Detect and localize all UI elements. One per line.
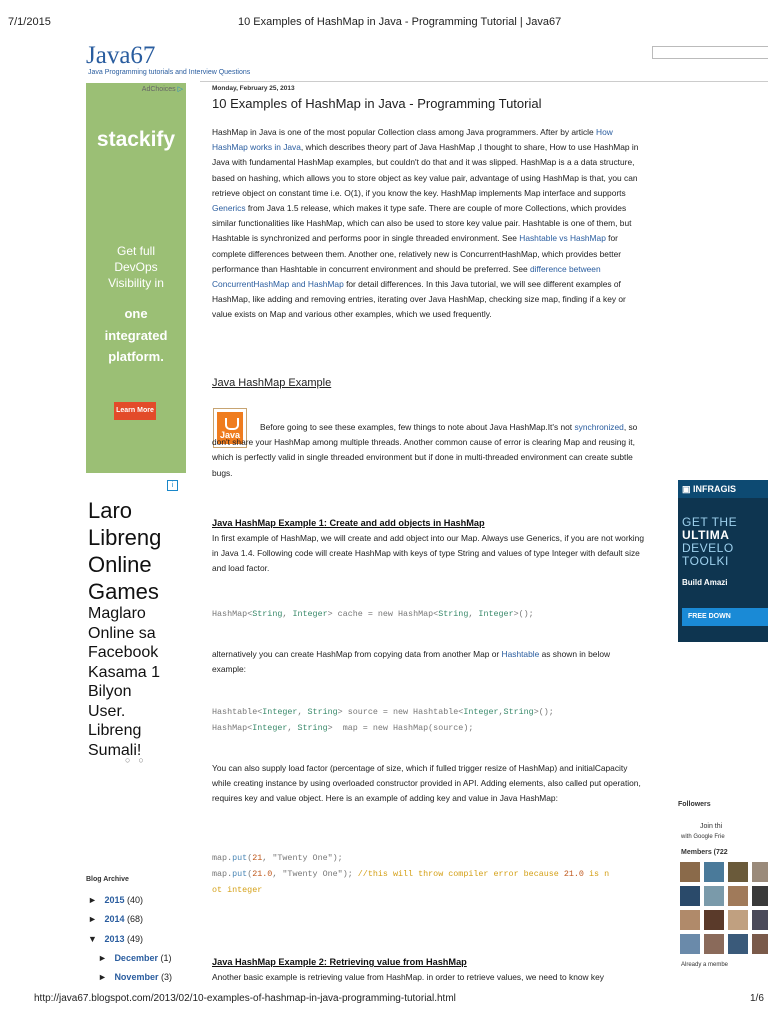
archive-year-2014[interactable]: ► 2014 (68) <box>88 914 143 924</box>
ad-logo: stackify <box>96 128 176 151</box>
avatar[interactable] <box>752 934 768 954</box>
avatar[interactable] <box>704 862 724 882</box>
ad-strong-line: integrated <box>104 328 168 343</box>
code-copy-hashmap: Hashtable<Integer, String> source = new Hashtable<Integer,String>(); HashMap<Integer, String> map = new HashMap(source); <box>212 707 554 733</box>
intro-paragraph: HashMap in Java is one of the most popular Collection class among Java programmers. After by article How HashMap works in Java, which describes theory part of Java HashMap ,I thought to share, How to use HashMap in Java with fundamental HashMap examples, but couldn't do that and it was slipped. HashMap is a a data structure, based on hashing, which allows you to store object as key value pair, advantage of using HashMap is that, you can retrieve object on constant time i.e. O(1), if you know the key. HashMap implements Map interface and supports Generics from Java 1.5 release, which makes it type safe. There are couple of more Collections, which provides similar functionalities like HashMap, which can also be used to store key value pair. Hashtable is one of them, but Hashtable is synchronized and performs poor in single threaded environment. See Hashtable vs HashMap for complete differences between them. Another one, relatively new is ConcurrentHashMap, which provides better performance than Hashtable in concurrent environment and should be preferred. See difference between ConcurrentHashMap and HashMap for detail differences. In this Java tutorial, we will see different examples of HashMap, like adding and removing entries, iterating over Java HashMap, checking size map, finding if a key or value exists on Map and various other examples, which we used frequently. <box>212 127 639 320</box>
ad-big-line: DEVELO <box>682 541 734 555</box>
print-title: 10 Examples of HashMap in Java - Programming Tutorial | Java67 <box>238 16 562 28</box>
print-url: http://java67.blogspot.com/2013/02/10-examples-of-hashmap-in-java-programming-tutorial.html <box>34 993 456 1004</box>
link-how-hashmap-works[interactable]: How HashMap works in Java <box>212 127 613 153</box>
google-friend-text: with Google Frie <box>681 834 725 840</box>
ad-line: Visibility in <box>108 276 164 290</box>
members-count: Members (722 <box>681 849 728 856</box>
search-input[interactable] <box>652 46 768 59</box>
promo-subtitle: Maglaro Online sa Facebook Kasama 1 Bilyon User. Libreng Sumali! <box>88 605 161 759</box>
link-generics[interactable]: Generics <box>212 203 246 214</box>
print-page-number: 1/6 <box>750 993 764 1004</box>
archive-year-2013[interactable]: ▼ 2013 (49) <box>88 934 143 944</box>
link-concurrenthashmap-difference[interactable]: difference between ConcurrentHashMap and HashMap <box>212 263 601 290</box>
left-advertisement[interactable] <box>86 83 186 473</box>
ad-line: Get full <box>116 244 155 258</box>
link-hashtable-vs-hashmap[interactable]: Hashtable vs HashMap <box>519 233 606 244</box>
header-divider <box>200 81 768 82</box>
join-site-text[interactable]: Join thi <box>700 823 723 830</box>
example2-heading: Java HashMap Example 2: Retrieving value from HashMap <box>212 957 467 967</box>
free-download-button[interactable]: FREE DOWN <box>682 608 768 626</box>
ad-strong-line: platform. <box>108 349 164 364</box>
collapse-arrow-icon[interactable]: ▼ <box>88 934 97 944</box>
ad-line: DevOps <box>114 260 158 274</box>
ad-build-text: Build Amazi <box>682 578 728 587</box>
avatar[interactable] <box>704 886 724 906</box>
load-factor-paragraph: You can also supply load factor (percentage of size, which if fulled trigger resize of HashMap) and initialCapacity while creating instance by using overloaded constructor provided in API. Adding elements, also called put operation, requires key and value object. Here is an example of adding key and value in Java HashMap: <box>212 763 641 804</box>
already-member-text[interactable]: Already a membe <box>681 962 729 968</box>
avatar[interactable] <box>680 934 700 954</box>
avatar[interactable] <box>728 934 748 954</box>
expand-arrow-icon[interactable]: ► <box>98 972 107 982</box>
archive-month-december[interactable]: ► December (1) <box>98 953 172 963</box>
avatar[interactable] <box>680 886 700 906</box>
carousel-dots[interactable]: ○○ <box>125 755 152 765</box>
alternative-paragraph: alternatively you can create HashMap from copying data from another Map or Hashtable as shown in below example: <box>212 649 611 675</box>
avatar[interactable] <box>752 910 768 930</box>
java-logo-icon: Java <box>213 408 247 448</box>
example1-text: In first example of HashMap, we will create and add object into our Map. Always use Generics, if you are not working in Java 1.4. Following code will create HashMap with keys of type String and values of type Integer with default size and load factor. <box>212 533 644 574</box>
avatar[interactable] <box>680 910 700 930</box>
followers-title: Followers <box>678 801 711 808</box>
archive-year-2015[interactable]: ► 2015 (40) <box>88 895 143 905</box>
right-advertisement[interactable] <box>678 480 768 642</box>
note-paragraph: Before going to see these examples, few things to note about Java HashMap.It's not synchronized, so don't share your HashMap among multiple threads. Another common cause of error is clearing Map and reusing it, which is perfectly valid in single threaded environment but if done in multi-threaded environment can create subtle bugs. <box>212 422 638 478</box>
archive-month-november[interactable]: ► November (3) <box>98 972 172 982</box>
blog-tagline: Java Programming tutorials and Interview Questions <box>88 69 251 76</box>
archive-title: Blog Archive <box>86 876 129 883</box>
ad-big-line: TOOLKI <box>682 554 729 568</box>
avatar[interactable] <box>728 910 748 930</box>
example2-text: Another basic example is retrieving value from HashMap. in order to retrieve values, we need to know key <box>212 972 604 982</box>
infragistics-brand: ▣ INFRAGIS <box>678 480 768 498</box>
avatar[interactable] <box>752 862 768 882</box>
code-create-hashmap: HashMap<String, Integer> cache = new HashMap<String, Integer>(); <box>212 609 534 619</box>
post-date: Monday, February 25, 2013 <box>212 85 295 92</box>
avatar[interactable] <box>728 862 748 882</box>
blog-name[interactable]: Java67 <box>86 42 156 69</box>
expand-arrow-icon[interactable]: ► <box>88 895 97 905</box>
ad-info-icon[interactable]: i <box>167 480 178 491</box>
link-hashtable[interactable]: Hashtable <box>501 649 540 659</box>
section-heading: Java HashMap Example <box>212 377 332 389</box>
code-put-examples: map.put(21, "Twenty One"); map.put(21.0, "Twenty One"); //this will throw compiler error because 21.0 is n ot integer <box>212 853 610 895</box>
learn-more-button[interactable]: Learn More <box>114 402 156 420</box>
ad-big-line: GET THE <box>682 515 738 529</box>
print-date: 7/1/2015 <box>8 16 51 28</box>
post-title[interactable]: 10 Examples of HashMap in Java - Programming Tutorial <box>212 96 542 111</box>
link-synchronized[interactable]: synchronized <box>574 422 624 432</box>
example1-heading: Java HashMap Example 1: Create and add objects in HashMap <box>212 518 485 528</box>
promo-title[interactable]: Laro Libreng Online Games <box>88 498 162 604</box>
ad-strong-line: one <box>124 306 148 321</box>
avatar[interactable] <box>680 862 700 882</box>
avatar[interactable] <box>704 910 724 930</box>
ad-big-line: ULTIMA <box>682 528 730 542</box>
avatar[interactable] <box>728 886 748 906</box>
expand-arrow-icon[interactable]: ► <box>88 914 97 924</box>
avatar[interactable] <box>752 886 768 906</box>
adchoices-label[interactable]: AdChoices ▷ <box>141 86 183 93</box>
expand-arrow-icon[interactable]: ► <box>98 953 107 963</box>
avatar[interactable] <box>704 934 724 954</box>
